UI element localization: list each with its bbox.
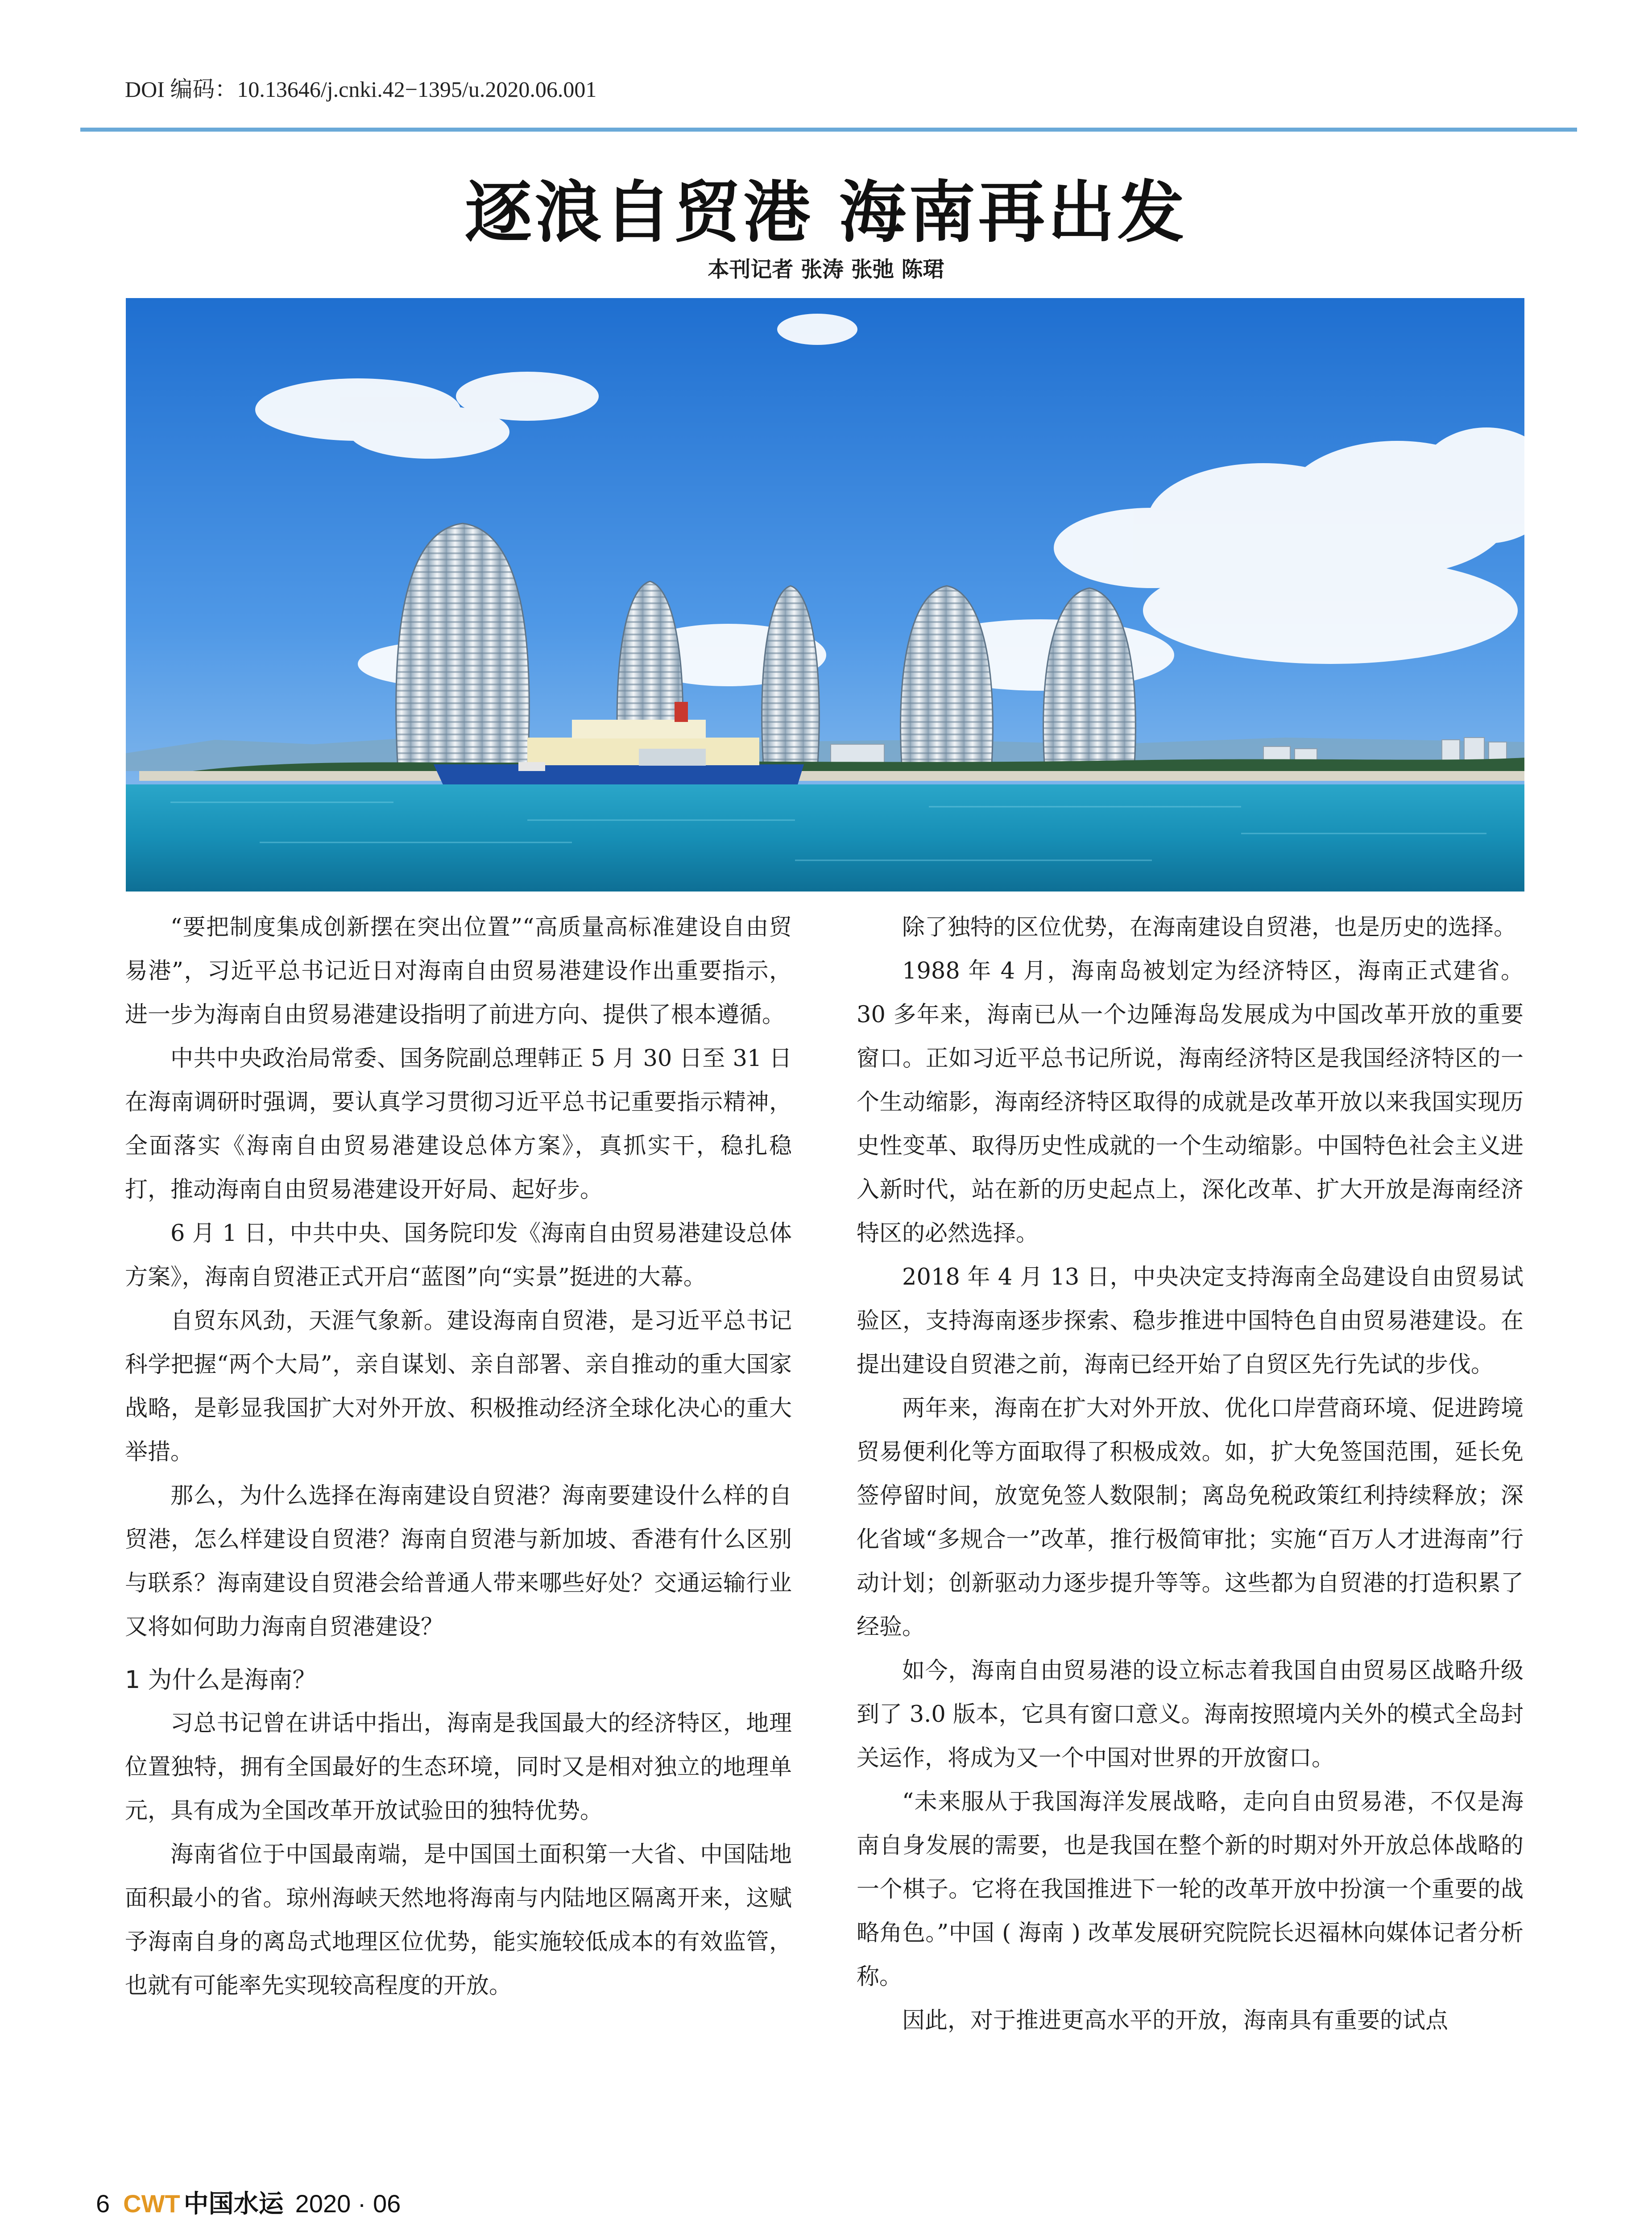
article-photo: [126, 298, 1524, 892]
paragraph: 如今，海南自由贸易港的设立标志着我国自由贸易区战略升级到了 3.0 版本，它具有窗口意义。海南按照境内关外的模式全岛封关运作，将成为又一个中国对世界的开放窗口。: [857, 1658, 1524, 1771]
paragraph: “要把制度集成创新摆在突出位置”“高质量高标准建设自由贸易港”，习近平总书记近日对海南自由贸易港建设作出重要指示，进一步为海南自由贸易港建设指明了前进方向、提供了根本遵循。: [125, 914, 792, 1028]
issue-label: 2020 · 06: [295, 2190, 401, 2218]
paragraph: 2018 年 4 月 13 日，中央决定支持海南全岛建设自由贸易试验区，支持海南逐步探索、稳步推进中国特色自由贸易港建设。在提出建设自贸港之前，海南已经开始了自贸区先行先试的步伐。: [857, 1264, 1524, 1378]
section-heading: 1 为什么是海南？: [125, 1666, 317, 1694]
brand-logo: CWT: [123, 2190, 180, 2218]
paragraph: 除了独特的区位优势，在海南建设自贸港，也是历史的选择。: [902, 914, 1517, 941]
page-number: 6: [96, 2190, 110, 2218]
left-column: [125, 906, 792, 2008]
paragraph: 中共中央政治局常委、国务院副总理韩正 5 月 30 日至 31 日在海南调研时强调，要认真学习贯彻习近平总书记重要指示精神，全面落实《海南自由贸易港建设总体方案》，真抓实干，稳扎稳打，推动海南自由贸易港建设开好局、起好步。: [125, 1045, 792, 1203]
header-rule: [80, 128, 1577, 132]
paragraph: 那么，为什么选择在海南建设自贸港？海南要建设什么样的自贸港，怎么样建设自贸港？海南自贸港与新加坡、香港有什么区别与联系？海南建设自贸港会给普通人带来哪些好处？交通运输行业又将如何助力海南自贸港建设？: [125, 1483, 792, 1640]
paragraph: 两年来，海南在扩大对外开放、优化口岸营商环境、促进跨境贸易便利化等方面取得了积极成效。如，扩大免签国范围，延长免签停留时间，放宽免签人数限制；离岛免税政策红利持续释放；深化省域“多规合一”改革，推行极简审批；实施“百万人才进海南”行动计划；创新驱动力逐步提升等等。这些都为自贸港的打造积累了经验。: [857, 1395, 1524, 1640]
article-byline: 本刊记者 张涛 张弛 陈珺: [708, 257, 944, 282]
doi-line: DOI 编码：10.13646/j.cnki.42−1395/u.2020.06.001: [125, 77, 597, 102]
article-title: 逐浪自贸港 海南再出发: [465, 173, 1187, 252]
paragraph: 自贸东风劲，天涯气象新。建设海南自贸港，是习近平总书记科学把握“两个大局”，亲自谋划、亲自部署、亲自推动的重大国家战略，是彰显我国扩大对外开放、积极推动经济全球化决心的重大举措。: [125, 1308, 792, 1465]
magazine-name: 中国水运: [183, 2190, 284, 2219]
page-footer: [96, 2184, 401, 2220]
paragraph: 6 月 1 日，中共中央、国务院印发《海南自由贸易港建设总体方案》，海南自贸港正式开启“蓝图”向“实景”挺进的大幕。: [125, 1220, 792, 1290]
paragraph: 1988 年 4 月，海南岛被划定为经济特区，海南正式建省。30 多年来，海南已从一个边陲海岛发展成为中国改革开放的重要窗口。正如习近平总书记所说，海南经济特区是我国经济特区的一个生动缩影，海南经济特区取得的成就是改革开放以来我国实现历史性变革、取得历史性成就的一个生动缩影。中国特色社会主义进入新时代，站在新的历史起点上，深化改革、扩大开放是海南经济特区的必然选择。: [857, 958, 1524, 1247]
paragraph: 因此，对于推进更高水平的开放，海南具有重要的试点: [902, 2007, 1449, 2034]
paragraph: 海南省位于中国最南端，是中国国土面积第一大省、中国陆地面积最小的省。琼州海峡天然地将海南与内陆地区隔离开来，这赋予海南自身的离岛式地理区位优势，能实施较低成本的有效监管，也就有可能率先实现较高程度的开放。: [125, 1841, 792, 1999]
paragraph: 习总书记曾在讲话中指出，海南是我国最大的经济特区，地理位置独特，拥有全国最好的生态环境，同时又是相对独立的地理单元，具有成为全国改革开放试验田的独特优势。: [125, 1710, 792, 1824]
right-column: [857, 906, 1524, 2043]
paragraph: “未来服从于我国海洋发展战略，走向自由贸易港，不仅是海南自身发展的需要，也是我国在整个新的时期对外开放总体战略的一个棋子。它将在我国推进下一轮的改革开放中扮演一个重要的战略角色。”中国 ( 海南 ) 改革发展研究院院长迟福林向媒体记者分析称。: [857, 1789, 1524, 1990]
